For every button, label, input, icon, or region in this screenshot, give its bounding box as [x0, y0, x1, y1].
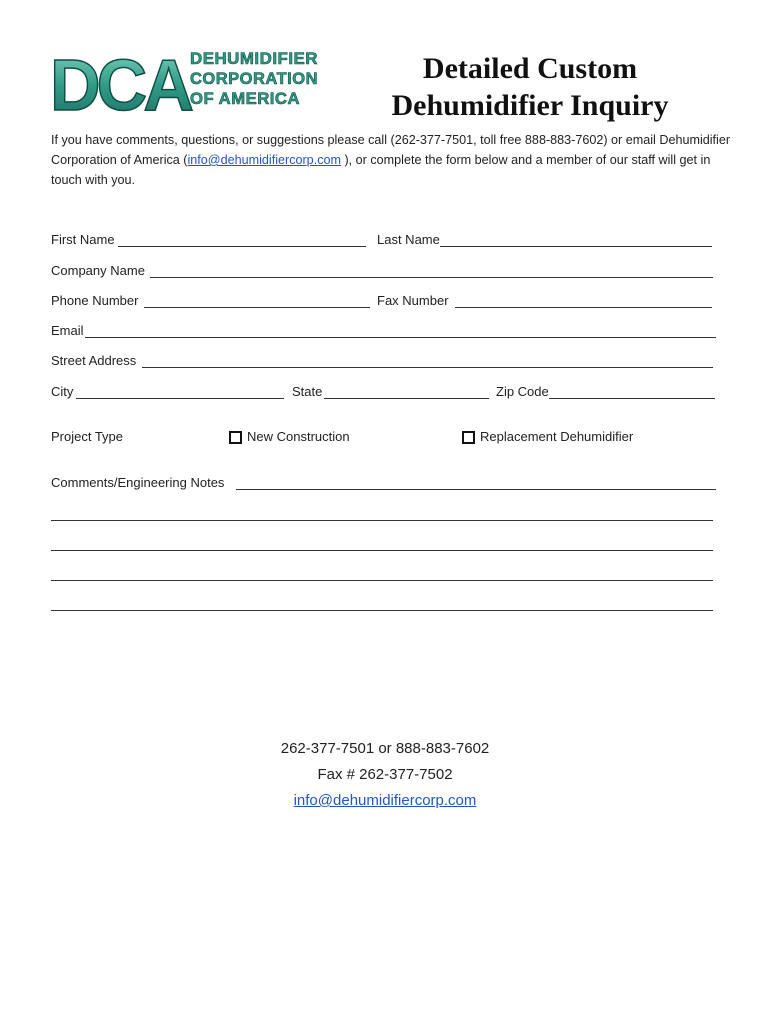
intro-text-2: ), or complete the form below and a member of our staff will get in touch with you. — [51, 153, 711, 187]
intro-text-1: If you have comments, questions, or suggestions please call (262-377-7501, toll free 888-883-7602) or email Dehumidifier Corporation of America ( — [51, 133, 731, 167]
dca-logo-graphic — [48, 44, 328, 122]
city-field[interactable] — [76, 398, 284, 399]
company-logo — [48, 44, 328, 122]
replacement-dehumidifier-checkbox[interactable] — [462, 431, 475, 444]
street-address-field[interactable] — [142, 367, 713, 368]
last-name-field[interactable] — [440, 246, 712, 247]
zip-code-field[interactable] — [549, 398, 715, 399]
project-type-label: Project Type — [51, 429, 124, 444]
replacement-dehumidifier-label: Replacement Dehumidifier — [480, 429, 634, 444]
new-construction-checkbox[interactable] — [229, 431, 242, 444]
intro-paragraph — [51, 130, 731, 190]
comments-field-line-1[interactable] — [236, 489, 716, 490]
title-line-1: Detailed Custom — [422, 52, 638, 85]
logo-line-3: OF AMERICA — [190, 89, 300, 108]
comments-field-line-5[interactable] — [51, 610, 713, 611]
logo-monogram: DCA — [50, 46, 193, 122]
fax-number-field[interactable] — [455, 307, 712, 308]
footer-email-link[interactable]: info@dehumidifiercorp.com — [293, 792, 477, 809]
comments-field-line-4[interactable] — [51, 580, 713, 581]
email-field[interactable] — [85, 337, 716, 338]
first-name-label: First Name — [51, 232, 115, 247]
company-name-field[interactable] — [150, 277, 713, 278]
comments-label: Comments/Engineering Notes — [51, 475, 225, 490]
page-title — [360, 50, 700, 124]
phone-number-label: Phone Number — [51, 293, 139, 308]
new-construction-label: New Construction — [247, 429, 350, 444]
comments-field-line-2[interactable] — [51, 520, 713, 521]
footer-contact — [0, 736, 770, 814]
city-label: City — [51, 384, 74, 399]
logo-line-2: CORPORATION — [190, 69, 318, 88]
company-name-label: Company Name — [51, 263, 145, 278]
comments-field-line-3[interactable] — [51, 550, 713, 551]
last-name-label: Last Name — [377, 232, 440, 247]
email-label: Email — [51, 323, 84, 338]
footer-fax: Fax # 262-377-7502 — [317, 766, 453, 783]
logo-line-1: DEHUMIDIFIER — [190, 49, 318, 68]
phone-number-field[interactable] — [144, 307, 370, 308]
intro-email-link[interactable]: info@dehumidifiercorp.com — [187, 153, 341, 167]
footer-phones: 262-377-7501 or 888-883-7602 — [280, 740, 490, 757]
fax-number-label: Fax Number — [377, 293, 449, 308]
state-field[interactable] — [324, 398, 489, 399]
street-address-label: Street Address — [51, 353, 137, 368]
title-line-2: Dehumidifier Inquiry — [391, 89, 669, 122]
zip-code-label: Zip Code — [496, 384, 549, 399]
state-label: State — [292, 384, 323, 399]
first-name-field[interactable] — [118, 246, 366, 247]
